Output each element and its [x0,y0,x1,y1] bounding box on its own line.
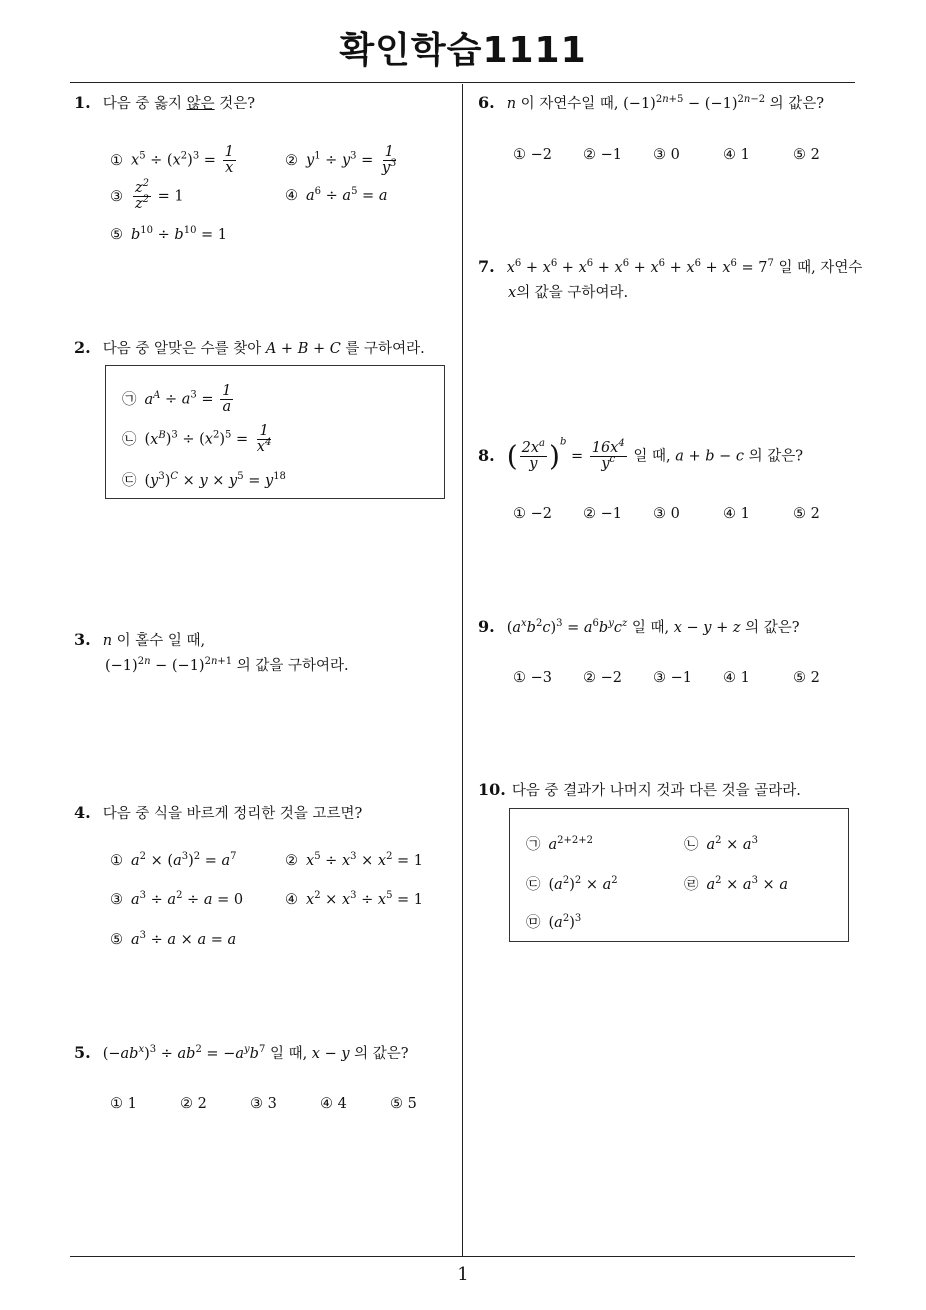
question-9-option-3[interactable]: ③ −1 [653,670,692,686]
question-number: 8. [478,445,495,465]
question-5-option-4[interactable]: ④ 4 [320,1096,347,1112]
question-4-option-1[interactable]: ① $a^2 \times (a^3)^2 = a^7$ [110,851,237,869]
page-number: 1 [457,1264,469,1285]
question-10-item-a: ㉠ $a^{2+2+2}$ [526,835,594,853]
question-number: 7. [478,257,495,276]
question-5-option-1[interactable]: ① 1 [110,1096,137,1112]
page-title: 확인학습1111 [339,30,587,71]
question-number: 6. [478,93,495,112]
bottom-rule [70,1256,855,1257]
question-3-stem-line-2: $(-1)^{2n} - (-1)^{2n+1}$ 의 값을 구하여라. [105,656,349,674]
question-1-option-4[interactable]: ④ $a^6 \div a^5 = a$ [285,186,388,204]
question-5-stem: 5. $(-ab^x)^3 \div ab^2 = -a^yb^7$ 일 때, x − y 의 값은? [74,1043,409,1062]
question-9-option-4[interactable]: ④ 1 [723,670,750,686]
question-6-option-4[interactable]: ④ 1 [723,147,750,163]
question-9-option-1[interactable]: ① −3 [513,670,552,686]
question-1-option-1[interactable]: ① $x^5 \div (x^2)^3$ = $\frac{1}{x}$ [110,144,234,177]
question-7-stem: 7. $x^6 + x^6 + x^6 + x^6 + x^6 + x^6 + x^6 = 7^7$ 일 때, 자연수 [478,257,863,276]
question-10-item-e: ㉤ $(a^2)^3$ [526,913,582,931]
question-7-stem-line-2: x의 값을 구하여라. [508,285,629,301]
question-1-option-5[interactable]: ⑤ $b^{10} \div b^{10} = 1$ [110,225,228,243]
top-rule [70,82,855,83]
question-4-option-5[interactable]: ⑤ $a^3 \div a \times a = a$ [110,930,237,948]
question-4-option-3[interactable]: ③ $a^3 \div a^2 \div a = 0$ [110,890,244,908]
question-8-stem: 8. ( $\frac{2x^a}{y}$ )$^b$ = $\frac{16x^4}{y^c}$ 일 때, a + b − c 의 값은? [478,436,804,473]
question-number: 10. [478,780,506,799]
question-6-option-5[interactable]: ⑤ 2 [793,147,820,163]
question-10-box [509,808,849,942]
question-number: 4. [74,803,91,822]
question-number: 3. [74,630,91,649]
question-4-option-2[interactable]: ② $x^5 \div x^3 \times x^2 = 1$ [285,851,424,869]
question-number: 1. [74,93,91,112]
question-number: 9. [478,617,495,636]
question-9-option-5[interactable]: ⑤ 2 [793,670,820,686]
column-divider [462,84,463,1256]
question-8-option-4[interactable]: ④ 1 [723,506,750,522]
question-9-stem: 9. $(a^xb^2c)^3 = a^6b^yc^z$ 일 때, x − y + z 의 값은? [478,617,800,636]
question-10-item-c: ㉢ $(a^2)^2 \times a^2$ [526,875,618,893]
question-6-option-3[interactable]: ③ 0 [653,147,680,163]
question-2-box [105,365,445,499]
question-number: 5. [74,1043,91,1062]
question-6-option-2[interactable]: ② −1 [583,147,622,163]
question-8-option-1[interactable]: ① −2 [513,506,552,522]
question-2-item-c: ㉢ $(y^3)^C \times y \times y^5 = y^{18}$ [122,471,286,489]
question-2-stem: 2. 다음 중 알맞은 수를 찾아 A + B + C 를 구하여라. [74,338,425,357]
question-1-option-3[interactable]: ③ $\frac{z^2}{z^2}$ = 1 [110,178,184,213]
question-number: 2. [74,338,91,357]
question-5-option-5[interactable]: ⑤ 5 [390,1096,417,1112]
question-10-item-b: ㉡ $a^2 \times a^3$ [684,835,758,853]
question-5-option-3[interactable]: ③ 3 [250,1096,277,1112]
question-10-item-d: ㉣ $a^2 \times a^3 \times a$ [684,875,788,893]
question-4-stem: 4. 다음 중 식을 바르게 정리한 것을 고르면? [74,803,363,822]
question-9-option-2[interactable]: ② −2 [583,670,622,686]
question-5-option-2[interactable]: ② 2 [180,1096,207,1112]
question-1-stem: 1. 다음 중 옳지 않은 것은? [74,93,255,112]
question-6-stem: 6. n 이 자연수일 때, $(-1)^{2n+5} - (-1)^{2n-2}$ 의 값은? [478,93,825,112]
question-8-option-5[interactable]: ⑤ 2 [793,506,820,522]
underlined-word: 않은 [186,96,215,112]
question-8-option-3[interactable]: ③ 0 [653,506,680,522]
question-10-stem: 10. 다음 중 결과가 나머지 것과 다른 것을 골라라. [478,780,801,799]
question-2-item-b: ㉡ $(x^B)^3 \div (x^2)^5$ = $\frac{1}{x^4}$ [122,423,272,456]
question-3-stem: 3. n 이 홀수 일 때, [74,630,206,649]
question-1-option-2[interactable]: ② $y^1 \div y^3$ = $\frac{1}{y^3}$ [285,144,397,177]
question-4-option-4[interactable]: ④ $x^2 \times x^3 \div x^5 = 1$ [285,890,424,908]
question-2-item-a: ㉠ $a^A \div a^3$ = $\frac{1}{a}$ [122,383,232,416]
question-6-option-1[interactable]: ① −2 [513,147,552,163]
question-8-option-2[interactable]: ② −1 [583,506,622,522]
